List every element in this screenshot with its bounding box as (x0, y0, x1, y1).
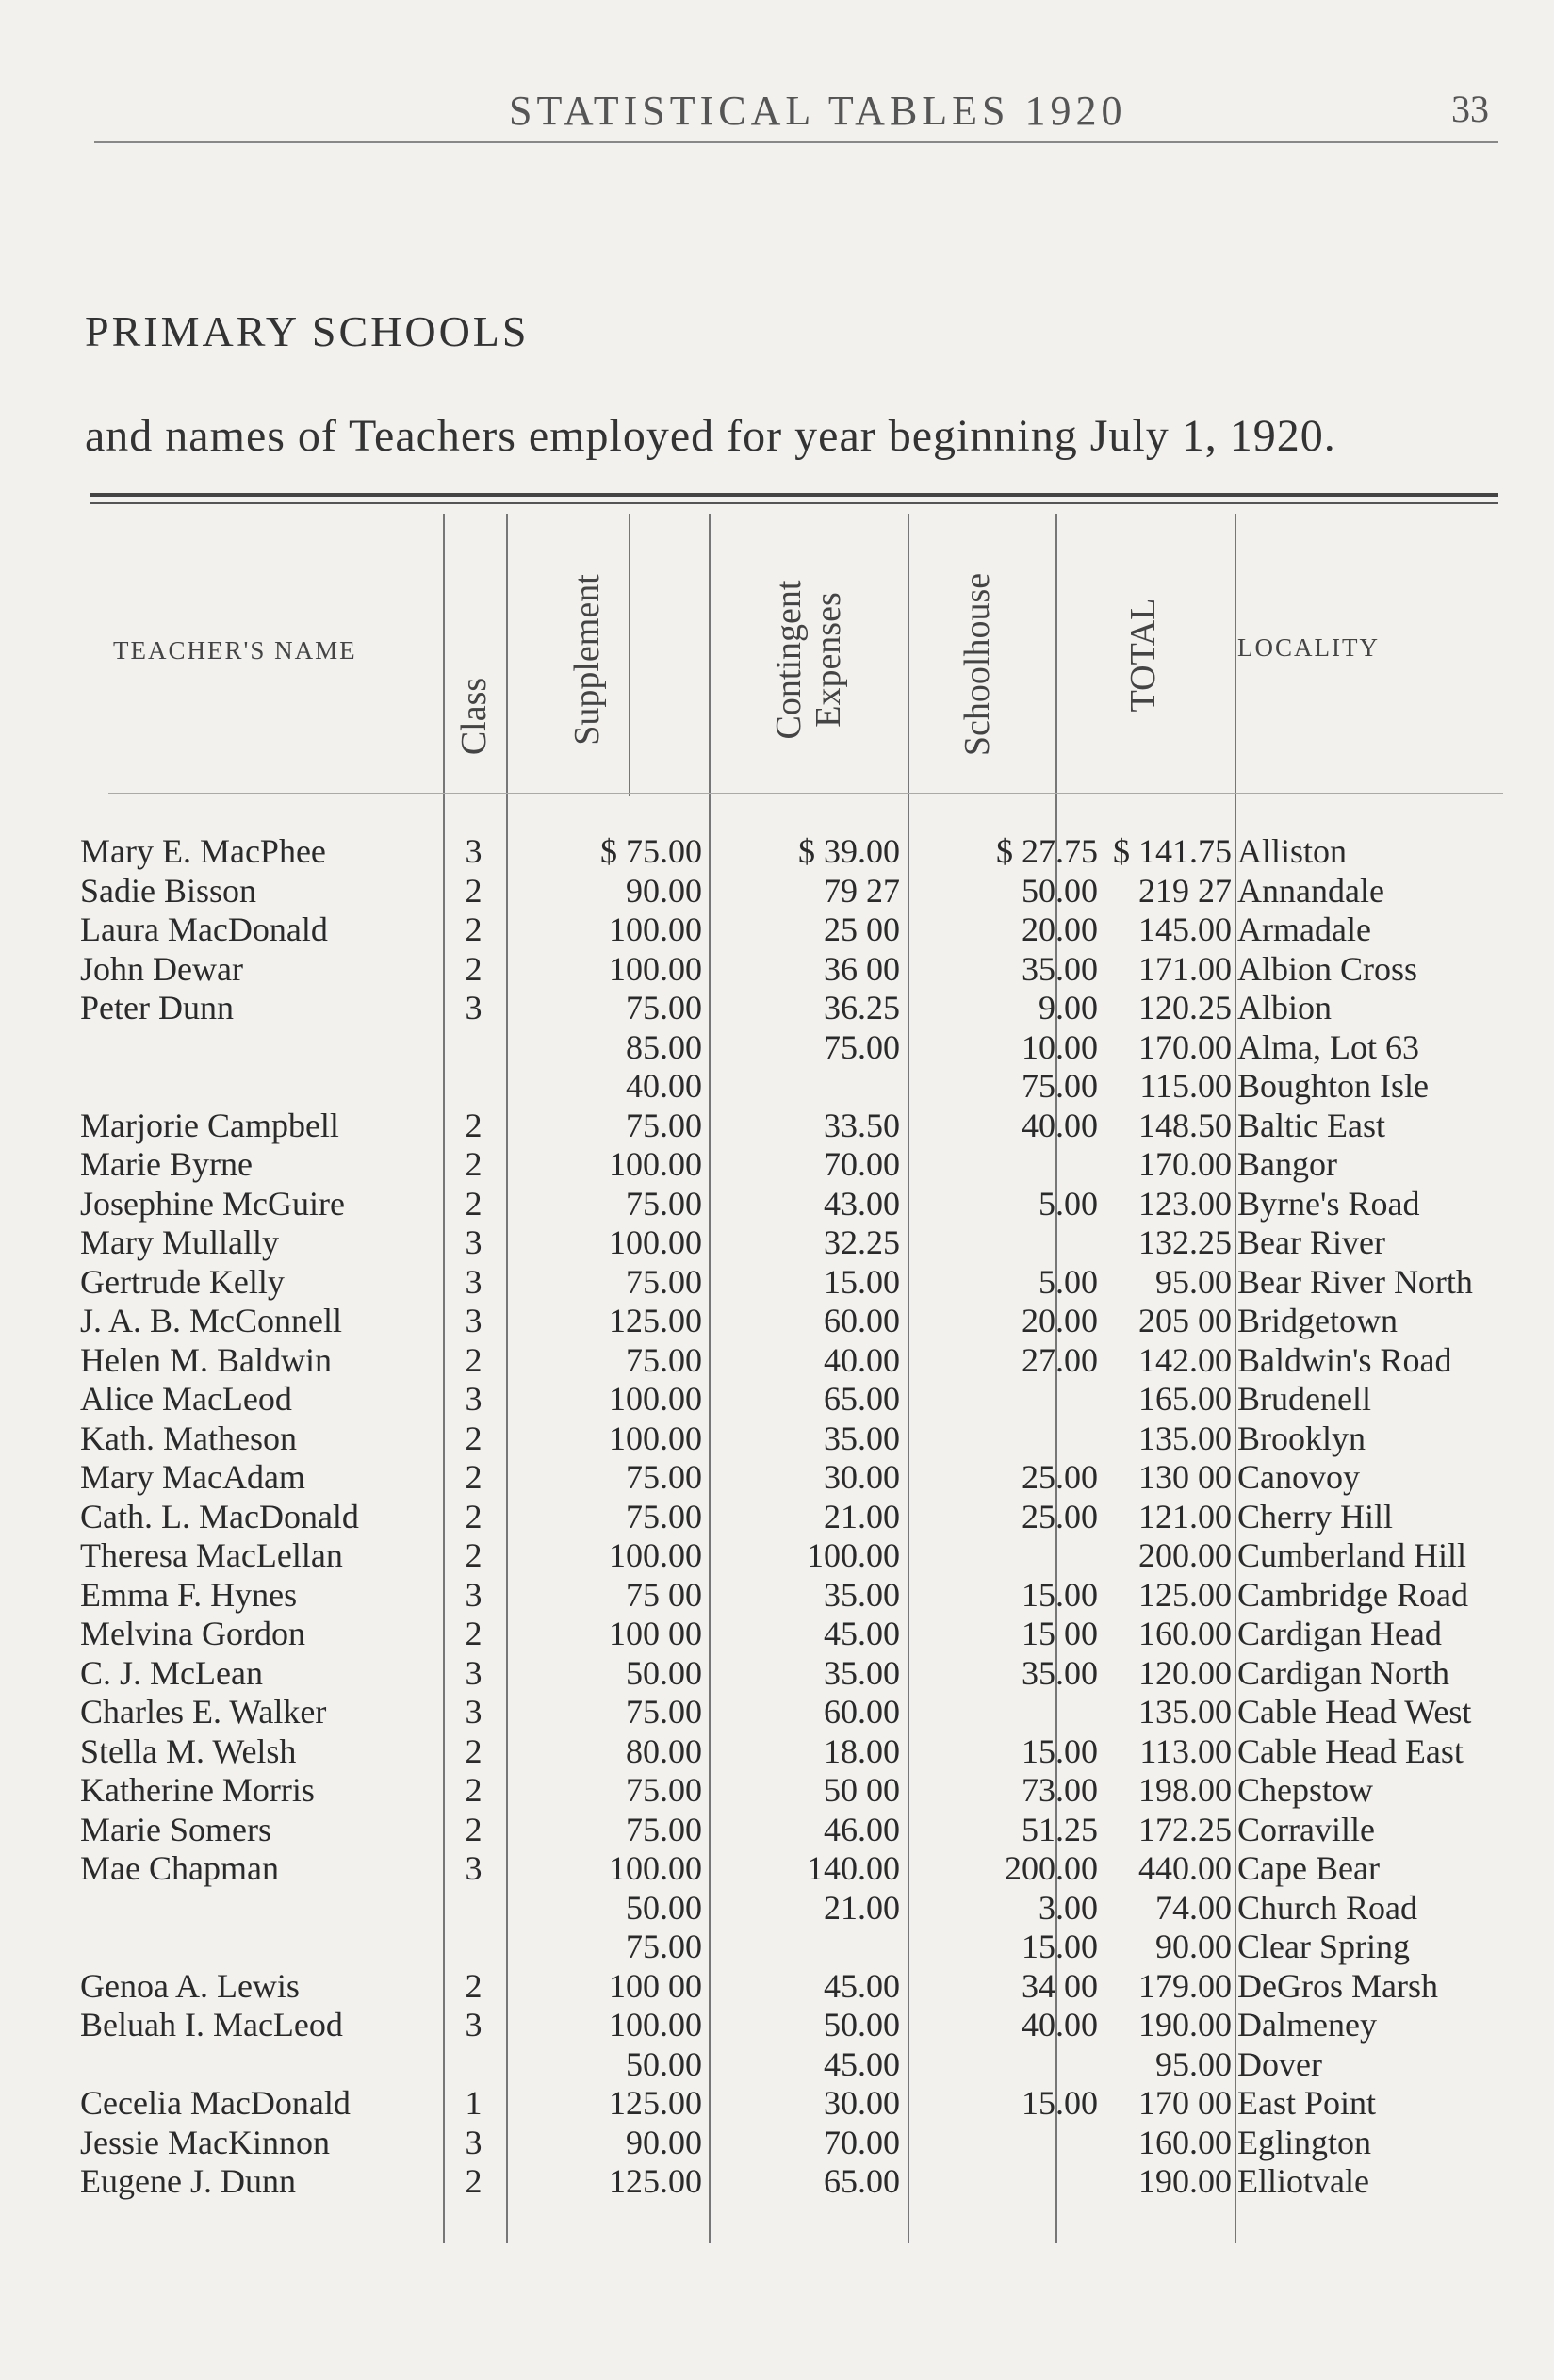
locality-cell: Canovoy (1237, 1458, 1360, 1496)
table-row (71, 1420, 1503, 1459)
locality-cell: Bear River (1237, 1223, 1385, 1261)
class-cell: 3 (465, 1575, 483, 1614)
teacher-name-cell: Cath. L. MacDonald (80, 1497, 359, 1535)
locality-cell: Cambridge Road (1237, 1575, 1468, 1614)
locality-cell: Chepstow (1237, 1771, 1373, 1809)
total-cell: 165.00 (1138, 1380, 1232, 1418)
total-cell: 90.00 (1155, 1928, 1232, 1965)
locality-cell: Cable Head West (1237, 1693, 1472, 1731)
teacher-name-cell: Peter Dunn (80, 989, 234, 1026)
schoolhouse-cell: 15.00 (1022, 1732, 1098, 1770)
contingent-cell: 43.00 (824, 1184, 900, 1223)
table-row (71, 1771, 1503, 1811)
class-cell: 3 (465, 832, 483, 870)
table-row (71, 1849, 1503, 1889)
class-cell: 2 (465, 1106, 483, 1144)
teacher-name-cell: Alice MacLeod (80, 1380, 292, 1418)
header-locality: LOCALITY (1237, 633, 1380, 662)
running-title: STATISTICAL TABLES 1920 (509, 88, 1127, 134)
supplement-cell: 75.00 (626, 989, 702, 1026)
teacher-name-cell: Stella M. Welsh (80, 1732, 297, 1770)
contingent-cell: 32.25 (824, 1223, 900, 1261)
class-cell: 2 (465, 1536, 483, 1574)
table-row (71, 1341, 1503, 1381)
contingent-cell: 21.00 (824, 1888, 900, 1927)
schoolhouse-cell: 3.00 (1039, 1888, 1098, 1927)
supplement-cell: 75 00 (626, 1575, 702, 1614)
total-cell: 95.00 (1155, 2044, 1232, 2083)
total-cell: 171.00 (1138, 949, 1232, 988)
supplement-cell: 125.00 (609, 2162, 702, 2200)
contingent-cell: 70.00 (824, 2123, 900, 2161)
schoolhouse-cell: 10.00 (1022, 1027, 1098, 1066)
teacher-name-cell: Katherine Morris (80, 1771, 315, 1809)
supplement-cell: 90.00 (626, 871, 702, 910)
supplement-cell: 50.00 (626, 1888, 702, 1927)
header-contingent-line2: Expenses (809, 592, 848, 728)
supplement-cell: 80.00 (626, 1732, 702, 1770)
table-row (71, 989, 1503, 1028)
table-row (71, 1263, 1503, 1303)
total-cell: 170.00 (1138, 1145, 1232, 1183)
teacher-name-cell: C. J. McLean (80, 1653, 263, 1692)
class-cell: 2 (465, 1497, 483, 1535)
table-row (71, 1223, 1503, 1263)
double-rule-top (90, 493, 1498, 497)
total-cell: 200.00 (1138, 1536, 1232, 1574)
contingent-cell: 65.00 (824, 1380, 900, 1418)
table-row (71, 1107, 1503, 1146)
table-row (71, 872, 1503, 911)
contingent-cell: 35.00 (824, 1575, 900, 1614)
teacher-name-cell: Kath. Matheson (80, 1419, 297, 1457)
total-cell: 160.00 (1138, 2123, 1232, 2161)
contingent-cell: 100.00 (807, 1536, 900, 1574)
contingent-cell: 70.00 (824, 1145, 900, 1183)
supplement-cell: 40.00 (626, 1067, 702, 1105)
supplement-cell: 85.00 (626, 1027, 702, 1066)
teacher-name-cell: J. A. B. McConnell (80, 1302, 343, 1339)
contingent-cell: 18.00 (824, 1732, 900, 1770)
locality-cell: Clear Spring (1237, 1928, 1410, 1965)
header-total: TOTAL (1123, 598, 1163, 713)
schoolhouse-cell: 25.00 (1022, 1458, 1098, 1496)
locality-cell: Elliotvale (1237, 2162, 1369, 2200)
teacher-name-cell: Mary MacAdam (80, 1458, 305, 1496)
locality-cell: Armadale (1237, 911, 1371, 948)
schoolhouse-cell: 15.00 (1022, 2084, 1098, 2122)
class-cell: 2 (465, 1966, 483, 2005)
teacher-name-cell: Mary E. MacPhee (80, 832, 326, 870)
schoolhouse-cell: 75.00 (1022, 1067, 1098, 1105)
locality-cell: Bear River North (1237, 1262, 1473, 1301)
schoolhouse-cell: $ 27.75 (996, 832, 1098, 870)
locality-cell: Dalmeney (1237, 2006, 1377, 2044)
locality-cell: Alliston (1237, 832, 1348, 870)
class-cell: 3 (465, 1380, 483, 1418)
total-cell: 125.00 (1138, 1575, 1232, 1614)
double-rule-bottom (90, 502, 1498, 504)
table-row (71, 1185, 1503, 1224)
schoolhouse-cell: 25.00 (1022, 1497, 1098, 1535)
locality-cell: Albion Cross (1237, 949, 1418, 988)
schoolhouse-cell: 20.00 (1022, 911, 1098, 948)
teacher-name-cell: Genoa A. Lewis (80, 1966, 300, 2005)
total-cell: 198.00 (1138, 1771, 1232, 1809)
locality-cell: Corraville (1237, 1810, 1375, 1848)
locality-cell: Brooklyn (1237, 1419, 1366, 1457)
table-row (71, 1811, 1503, 1850)
schoolhouse-cell: 50.00 (1022, 871, 1098, 910)
contingent-cell: 36.25 (824, 989, 900, 1026)
locality-cell: Baltic East (1237, 1106, 1385, 1144)
teachers-table (71, 514, 1503, 2243)
total-cell: 95.00 (1155, 1262, 1232, 1301)
locality-cell: Bridgetown (1237, 1302, 1398, 1339)
table-row (71, 2162, 1503, 2202)
total-cell: 113.00 (1139, 1732, 1232, 1770)
table-row (71, 2124, 1503, 2163)
teacher-name-cell: Josephine McGuire (80, 1184, 345, 1223)
total-cell: 120.00 (1138, 1653, 1232, 1692)
class-cell: 2 (465, 871, 483, 910)
teacher-name-cell: Marjorie Campbell (80, 1106, 339, 1144)
table-row (71, 1302, 1503, 1341)
schoolhouse-cell: 51.25 (1022, 1810, 1098, 1848)
schoolhouse-cell: 15 00 (1022, 1615, 1098, 1652)
supplement-cell: 100.00 (609, 1223, 702, 1261)
teacher-name-cell: Theresa MacLellan (80, 1536, 343, 1574)
supplement-cell: 50.00 (626, 2044, 702, 2083)
header-class: Class (454, 677, 494, 756)
header-supplement: Supplement (567, 574, 607, 746)
total-cell: 172.25 (1138, 1810, 1232, 1848)
table-row (71, 1654, 1503, 1694)
teacher-name-cell: Helen M. Baldwin (80, 1340, 332, 1379)
locality-cell: Boughton Isle (1237, 1067, 1429, 1105)
total-cell: 205 00 (1138, 1302, 1232, 1339)
table-row (71, 2006, 1503, 2045)
supplement-cell: 90.00 (626, 2123, 702, 2161)
head-rule (94, 141, 1498, 143)
total-cell: 74.00 (1155, 1888, 1232, 1927)
contingent-cell: 33.50 (824, 1106, 900, 1144)
table-row (71, 911, 1503, 950)
total-cell: 148.50 (1138, 1106, 1232, 1144)
locality-cell: Cape Bear (1237, 1849, 1380, 1887)
contingent-cell: 79 27 (824, 871, 900, 910)
supplement-cell: 75.00 (626, 1262, 702, 1301)
table-row (71, 1889, 1503, 1929)
locality-cell: Cherry Hill (1237, 1497, 1393, 1535)
supplement-cell: 75.00 (626, 1106, 702, 1144)
schoolhouse-cell: 40.00 (1022, 1106, 1098, 1144)
teacher-name-cell: John Dewar (80, 949, 243, 988)
contingent-cell: 35.00 (824, 1653, 900, 1692)
teacher-name-cell: Laura MacDonald (80, 911, 328, 948)
locality-cell: Cardigan Head (1237, 1615, 1442, 1652)
schoolhouse-cell: 73.00 (1022, 1771, 1098, 1809)
schoolhouse-cell: 200.00 (1005, 1849, 1098, 1887)
class-cell: 2 (465, 1419, 483, 1457)
teacher-name-cell: Marie Byrne (80, 1145, 253, 1183)
class-cell: 3 (465, 2006, 483, 2044)
locality-cell: Brudenell (1237, 1380, 1371, 1418)
class-cell: 2 (465, 1145, 483, 1183)
class-cell: 2 (465, 1810, 483, 1848)
teacher-name-cell: Mae Chapman (80, 1849, 279, 1887)
class-cell: 2 (465, 1771, 483, 1809)
header-teacher-name: TEACHER'S NAME (113, 636, 357, 665)
supplement-cell: 100 00 (609, 1966, 702, 2005)
header-contingent-line1: Contingent (769, 580, 809, 740)
contingent-cell: 45.00 (824, 1615, 900, 1652)
page-number: 33 (1451, 88, 1489, 130)
total-cell: 440.00 (1138, 1849, 1232, 1887)
supplement-cell: 75.00 (626, 1340, 702, 1379)
class-cell: 3 (465, 1849, 483, 1887)
supplement-cell: 75.00 (626, 1458, 702, 1496)
contingent-cell: 36 00 (824, 949, 900, 988)
locality-cell: Baldwin's Road (1237, 1340, 1452, 1379)
section-subtitle: and names of Teachers employed for year beginning July 1, 1920. (85, 411, 1336, 461)
supplement-cell: 100.00 (609, 1849, 702, 1887)
table-row (71, 832, 1503, 872)
contingent-cell: 30.00 (824, 2084, 900, 2122)
contingent-cell: $ 39.00 (798, 832, 900, 870)
table-row (71, 2084, 1503, 2124)
locality-cell: Cable Head East (1237, 1732, 1464, 1770)
schoolhouse-cell: 35.00 (1022, 1653, 1098, 1692)
table-row (71, 1380, 1503, 1420)
table-row (71, 1145, 1503, 1185)
table-row (71, 1928, 1503, 1967)
contingent-cell: 25 00 (824, 911, 900, 948)
contingent-cell: 30.00 (824, 1458, 900, 1496)
schoolhouse-cell: 20.00 (1022, 1302, 1098, 1339)
supplement-cell: 125.00 (609, 2084, 702, 2122)
total-cell: 190.00 (1138, 2006, 1232, 2044)
supplement-cell: 100.00 (609, 1419, 702, 1457)
header-schoolhouse: Schoolhouse (957, 572, 997, 757)
contingent-cell: 75.00 (824, 1027, 900, 1066)
schoolhouse-cell: 35.00 (1022, 949, 1098, 988)
header-rule (108, 793, 1503, 794)
locality-cell: Albion (1237, 989, 1333, 1026)
total-cell: 115.00 (1139, 1067, 1232, 1105)
supplement-cell: 100.00 (609, 949, 702, 988)
section-title: PRIMARY SCHOOLS (85, 307, 530, 355)
supplement-cell: 100.00 (609, 1145, 702, 1183)
table-row (71, 1693, 1503, 1732)
supplement-cell: $ 75.00 (600, 832, 702, 870)
class-cell: 2 (465, 2162, 483, 2200)
class-cell: 2 (465, 949, 483, 988)
table-row (71, 1498, 1503, 1537)
class-cell: 3 (465, 1223, 483, 1261)
total-cell: 179.00 (1138, 1966, 1232, 2005)
class-cell: 3 (465, 1693, 483, 1731)
schoolhouse-cell: 5.00 (1039, 1262, 1098, 1301)
table-row (71, 1967, 1503, 2007)
teacher-name-cell: Beluah I. MacLeod (80, 2006, 343, 2044)
supplement-cell: 100.00 (609, 1536, 702, 1574)
locality-cell: DeGros Marsh (1237, 1966, 1438, 2005)
contingent-cell: 50.00 (824, 2006, 900, 2044)
total-cell: 135.00 (1138, 1419, 1232, 1457)
contingent-cell: 46.00 (824, 1810, 900, 1848)
schoolhouse-cell: 15.00 (1022, 1575, 1098, 1614)
total-cell: 145.00 (1138, 911, 1232, 948)
locality-cell: East Point (1237, 2084, 1377, 2122)
class-cell: 2 (465, 1184, 483, 1223)
teacher-name-cell: Marie Somers (80, 1810, 271, 1848)
schoolhouse-cell: 15.00 (1022, 1928, 1098, 1965)
contingent-cell: 21.00 (824, 1497, 900, 1535)
teacher-name-cell: Sadie Bisson (80, 871, 257, 910)
locality-cell: Bangor (1237, 1145, 1337, 1183)
supplement-cell: 75.00 (626, 1771, 702, 1809)
class-cell: 3 (465, 1653, 483, 1692)
supplement-cell: 75.00 (626, 1497, 702, 1535)
supplement-cell: 125.00 (609, 1302, 702, 1339)
total-cell: 219 27 (1138, 871, 1232, 910)
column-divider (629, 514, 630, 796)
total-cell: 160.00 (1138, 1615, 1232, 1652)
class-cell: 2 (465, 1458, 483, 1496)
contingent-cell: 60.00 (824, 1302, 900, 1339)
contingent-cell: 65.00 (824, 2162, 900, 2200)
contingent-cell: 40.00 (824, 1340, 900, 1379)
locality-cell: Church Road (1237, 1888, 1417, 1927)
total-cell: $ 141.75 (1113, 832, 1232, 870)
table-row (71, 1732, 1503, 1772)
total-cell: 135.00 (1138, 1693, 1232, 1731)
locality-cell: Cumberland Hill (1237, 1536, 1466, 1574)
schoolhouse-cell: 5.00 (1039, 1184, 1098, 1223)
schoolhouse-cell: 40.00 (1022, 2006, 1098, 2044)
total-cell: 190.00 (1138, 2162, 1232, 2200)
table-row (71, 1615, 1503, 1654)
supplement-cell: 75.00 (626, 1184, 702, 1223)
contingent-cell: 45.00 (824, 2044, 900, 2083)
schoolhouse-cell: 27.00 (1022, 1340, 1098, 1379)
supplement-cell: 50.00 (626, 1653, 702, 1692)
supplement-cell: 100.00 (609, 911, 702, 948)
contingent-cell: 35.00 (824, 1419, 900, 1457)
locality-cell: Eglington (1237, 2123, 1371, 2161)
teacher-name-cell: Eugene J. Dunn (80, 2162, 296, 2200)
supplement-cell: 100 00 (609, 1615, 702, 1652)
supplement-cell: 100.00 (609, 1380, 702, 1418)
class-cell: 3 (465, 1262, 483, 1301)
teacher-name-cell: Mary Mullally (80, 1223, 279, 1261)
total-cell: 130 00 (1138, 1458, 1232, 1496)
contingent-cell: 15.00 (824, 1262, 900, 1301)
class-cell: 3 (465, 989, 483, 1026)
supplement-cell: 100.00 (609, 2006, 702, 2044)
contingent-cell: 50 00 (824, 1771, 900, 1809)
table-row (71, 2045, 1503, 2085)
schoolhouse-cell: 34 00 (1022, 1966, 1098, 2005)
supplement-cell: 75.00 (626, 1928, 702, 1965)
teacher-name-cell: Melvina Gordon (80, 1615, 305, 1652)
table-row (71, 1576, 1503, 1616)
locality-cell: Cardigan North (1237, 1653, 1449, 1692)
class-cell: 2 (465, 1340, 483, 1379)
locality-cell: Byrne's Road (1237, 1184, 1420, 1223)
total-cell: 170 00 (1138, 2084, 1232, 2122)
total-cell: 120.25 (1138, 989, 1232, 1026)
locality-cell: Alma, Lot 63 (1237, 1027, 1419, 1066)
locality-cell: Dover (1237, 2044, 1322, 2083)
class-cell: 3 (465, 2123, 483, 2161)
table-row (71, 1067, 1503, 1107)
table-row (71, 1458, 1503, 1498)
table-row (71, 950, 1503, 990)
locality-cell: Annandale (1237, 871, 1384, 910)
class-cell: 3 (465, 1302, 483, 1339)
teacher-name-cell: Emma F. Hynes (80, 1575, 298, 1614)
table-body (71, 832, 1503, 2202)
supplement-cell: 75.00 (626, 1810, 702, 1848)
total-cell: 123.00 (1138, 1184, 1232, 1223)
schoolhouse-cell: 9.00 (1039, 989, 1098, 1026)
running-head (0, 87, 1554, 134)
class-cell: 1 (465, 2084, 483, 2122)
table-row (71, 1536, 1503, 1576)
teacher-name-cell: Charles E. Walker (80, 1693, 327, 1731)
header-contingent-expenses (769, 581, 848, 740)
class-cell: 2 (465, 1732, 483, 1770)
total-cell: 142.00 (1138, 1340, 1232, 1379)
total-cell: 170.00 (1138, 1027, 1232, 1066)
contingent-cell: 140.00 (807, 1849, 900, 1887)
contingent-cell: 45.00 (824, 1966, 900, 2005)
table-row (71, 1028, 1503, 1068)
total-cell: 132.25 (1138, 1223, 1232, 1261)
class-cell: 2 (465, 911, 483, 948)
total-cell: 121.00 (1138, 1497, 1232, 1535)
supplement-cell: 75.00 (626, 1693, 702, 1731)
teacher-name-cell: Gertrude Kelly (80, 1262, 285, 1301)
contingent-cell: 60.00 (824, 1693, 900, 1731)
class-cell: 2 (465, 1615, 483, 1652)
teacher-name-cell: Jessie MacKinnon (80, 2123, 330, 2161)
teacher-name-cell: Cecelia MacDonald (80, 2084, 351, 2122)
